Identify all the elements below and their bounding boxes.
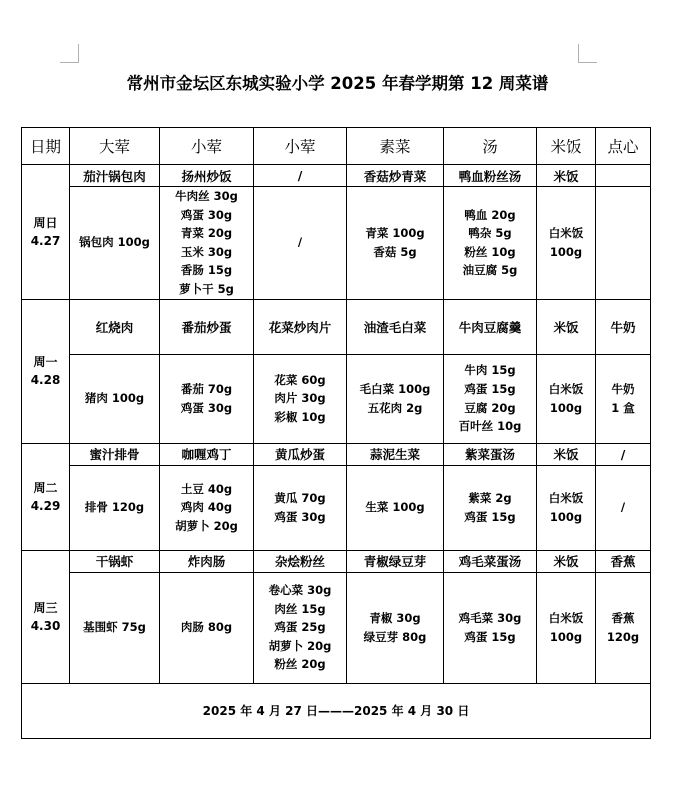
ingredient-row — [22, 187, 651, 300]
ingredient-line: 白米饭 — [548, 381, 584, 396]
date-range-footer: 2025 年 4 月 27 日———2025 年 4 月 30 日 — [22, 683, 651, 738]
header-main-meat: 大荤 — [70, 128, 160, 165]
header-rice: 米饭 — [537, 128, 596, 165]
header-row — [22, 128, 651, 165]
dish-row — [22, 165, 651, 187]
ingredient-line: 100g — [549, 400, 583, 415]
day-label: 周一 — [33, 355, 58, 370]
ingredient-cell — [70, 187, 160, 300]
dish-name: 红烧肉 — [70, 299, 160, 354]
ingredient-line: 100g — [549, 629, 583, 644]
ingredient-line: 青菜 100g — [365, 226, 425, 241]
dish-name: 米饭 — [537, 299, 596, 354]
ingredient-line: 鸡肉 40g — [180, 500, 233, 515]
ingredient-cell — [347, 465, 444, 550]
ingredient-line: 胡萝卜 20g — [175, 518, 238, 533]
ingredient-line: 白米饭 — [548, 226, 584, 241]
ingredient-line: 五花肉 2g — [367, 400, 423, 415]
ingredient-row — [22, 354, 651, 443]
day-label: 周日 — [33, 215, 58, 230]
ingredient-line: 胡萝卜 20g — [268, 638, 332, 653]
ingredient-line: 紫菜 2g — [468, 490, 512, 505]
ingredient-line: 生菜 100g — [365, 500, 425, 515]
ingredient-cell — [444, 572, 537, 683]
ingredient-line: 青菜 20g — [180, 226, 233, 241]
dish-name: 牛奶 — [596, 299, 651, 354]
ingredient-line: 鸡蛋 30g — [274, 509, 326, 524]
ingredient-cell — [160, 465, 254, 550]
ingredient-line: 排骨 120g — [84, 500, 145, 515]
ingredient-line: 肉肠 80g — [180, 620, 233, 635]
day-date: 4.27 — [30, 233, 61, 248]
crop-mark-top-left — [60, 44, 79, 63]
day-date: 4.28 — [30, 373, 61, 388]
dish-name: 米饭 — [537, 550, 596, 572]
dish-row — [22, 299, 651, 354]
ingredient-cell — [347, 187, 444, 300]
day-date: 4.30 — [30, 618, 61, 633]
day-date: 4.29 — [30, 498, 61, 513]
ingredient-cell — [596, 572, 651, 683]
dish-name: 花菜炒肉片 — [254, 299, 347, 354]
ingredient-line: 鸭血 20g — [464, 207, 516, 222]
menu-table — [21, 127, 651, 739]
ingredient-line: 牛奶 — [611, 381, 635, 396]
dish-name: / — [254, 165, 347, 187]
ingredient-cell — [254, 187, 347, 300]
ingredient-cell — [444, 465, 537, 550]
ingredient-line: 豆腐 20g — [464, 400, 516, 415]
ingredient-line: 基围虾 75g — [83, 620, 146, 635]
ingredient-line: 鸡蛋 30g — [180, 400, 233, 415]
ingredient-line: 玉米 30g — [180, 244, 233, 259]
ingredient-cell — [254, 572, 347, 683]
ingredient-line: 鸡蛋 15g — [464, 629, 516, 644]
ingredient-cell — [537, 187, 596, 300]
ingredient-cell — [254, 354, 347, 443]
ingredient-cell — [347, 354, 444, 443]
crop-mark-top-right — [578, 44, 597, 63]
ingredient-cell — [160, 354, 254, 443]
ingredient-cell — [160, 187, 254, 300]
header-side-meat-1: 小荤 — [160, 128, 254, 165]
ingredient-line: 卷心菜 30g — [268, 583, 332, 598]
ingredient-cell — [254, 465, 347, 550]
dish-name: 紫菜蛋汤 — [444, 443, 537, 465]
header-snack: 点心 — [596, 128, 651, 165]
dish-name: 番茄炒蛋 — [160, 299, 254, 354]
ingredient-line: 粉丝 20g — [274, 657, 326, 672]
dish-name: 鸡毛菜蛋汤 — [444, 550, 537, 572]
dish-name: 咖喱鸡丁 — [160, 443, 254, 465]
ingredient-line: 猪肉 100g — [84, 391, 145, 406]
ingredient-cell — [596, 187, 651, 300]
ingredient-cell — [70, 572, 160, 683]
dish-name: 茄汁锅包肉 — [70, 165, 160, 187]
ingredient-line: 白米饭 — [548, 610, 584, 625]
ingredient-line: 鸭杂 5g — [468, 226, 512, 241]
dish-row — [22, 443, 651, 465]
ingredient-line: 香菇 5g — [373, 244, 417, 259]
ingredient-line: 土豆 40g — [180, 481, 233, 496]
ingredient-line: 萝卜干 5g — [179, 281, 234, 296]
ingredient-cell — [596, 354, 651, 443]
ingredient-cell — [537, 465, 596, 550]
dish-name: 香菇炒青菜 — [347, 165, 444, 187]
dish-name: 米饭 — [537, 165, 596, 187]
ingredient-line: 鸡蛋 25g — [274, 620, 326, 635]
dish-name: 炸肉肠 — [160, 550, 254, 572]
dish-name — [596, 165, 651, 187]
ingredient-line: 黄瓜 70g — [274, 490, 326, 505]
day-label: 周三 — [33, 600, 58, 615]
dish-name: 米饭 — [537, 443, 596, 465]
ingredient-line: 青椒 30g — [369, 610, 421, 625]
ingredient-line: 锅包肉 100g — [79, 235, 150, 250]
ingredient-line: 肉丝 15g — [274, 601, 326, 616]
ingredient-line: 毛白菜 100g — [359, 381, 431, 396]
ingredient-line: 鸡蛋 15g — [464, 381, 516, 396]
ingredient-cell — [347, 572, 444, 683]
ingredient-line: 120g — [606, 629, 640, 644]
ingredient-row — [22, 572, 651, 683]
dish-name: 杂烩粉丝 — [254, 550, 347, 572]
dish-name: 青椒绿豆芽 — [347, 550, 444, 572]
ingredient-line: 彩椒 10g — [274, 409, 326, 424]
ingredient-line: 牛肉 15g — [464, 363, 516, 378]
header-vegetable: 素菜 — [347, 128, 444, 165]
dish-name: 扬州炒饭 — [160, 165, 254, 187]
ingredient-line: / — [297, 235, 303, 250]
ingredient-line: 香蕉 — [611, 610, 635, 625]
ingredient-line: 粉丝 10g — [464, 244, 516, 259]
ingredient-line: / — [620, 500, 626, 515]
ingredient-line: 牛肉丝 30g — [175, 189, 238, 203]
dish-name: / — [596, 443, 651, 465]
dish-name: 干锅虾 — [70, 550, 160, 572]
day-cell — [22, 299, 70, 443]
ingredient-cell — [70, 354, 160, 443]
ingredient-row — [22, 465, 651, 550]
dish-name: 香蕉 — [596, 550, 651, 572]
header-date: 日期 — [22, 128, 70, 165]
ingredient-line: 鸡蛋 15g — [464, 509, 516, 524]
ingredient-cell — [537, 572, 596, 683]
day-cell — [22, 550, 70, 683]
ingredient-cell — [444, 354, 537, 443]
ingredient-line: 鸡毛菜 30g — [458, 610, 522, 625]
day-cell — [22, 165, 70, 300]
ingredient-line: 油豆腐 5g — [462, 263, 518, 278]
dish-name: 油渣毛白菜 — [347, 299, 444, 354]
page-title: 常州市金坛区东城实验小学 2025 年春学期第 12 周菜谱 — [126, 74, 549, 93]
ingredient-cell — [70, 465, 160, 550]
header-side-meat-2: 小荤 — [254, 128, 347, 165]
ingredient-cell — [537, 354, 596, 443]
ingredient-line: 1 盒 — [611, 400, 635, 415]
ingredient-line: 香肠 15g — [180, 263, 233, 278]
menu-body — [22, 165, 651, 684]
ingredient-line: 肉片 30g — [274, 391, 326, 406]
ingredient-line: 花菜 60g — [274, 372, 326, 387]
day-cell — [22, 443, 70, 550]
ingredient-line: 100g — [549, 509, 583, 524]
ingredient-line: 白米饭 — [548, 490, 584, 505]
dish-row — [22, 550, 651, 572]
ingredient-cell — [160, 572, 254, 683]
ingredient-line: 鸡蛋 30g — [180, 207, 233, 222]
ingredient-cell — [596, 465, 651, 550]
footer-row — [22, 683, 651, 738]
dish-name: 鸭血粉丝汤 — [444, 165, 537, 187]
dish-name: 黄瓜炒蛋 — [254, 443, 347, 465]
dish-name: 蒜泥生菜 — [347, 443, 444, 465]
ingredient-cell — [444, 187, 537, 300]
ingredient-line: 绿豆芽 80g — [363, 629, 427, 644]
day-label: 周二 — [33, 480, 58, 495]
ingredient-line: 100g — [549, 244, 583, 259]
dish-name: 蜜汁排骨 — [70, 443, 160, 465]
ingredient-line: 番茄 70g — [180, 381, 233, 396]
dish-name: 牛肉豆腐羹 — [444, 299, 537, 354]
ingredient-line: 百叶丝 10g — [458, 419, 522, 434]
header-soup: 汤 — [444, 128, 537, 165]
